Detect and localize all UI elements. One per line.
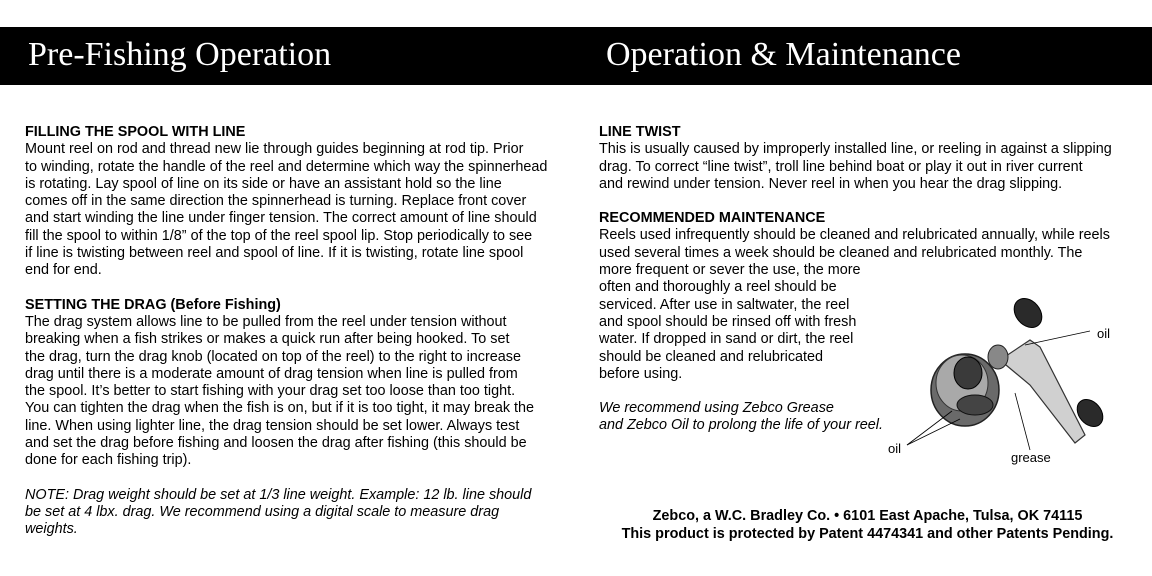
oil-bottom-label: oil [888,441,902,456]
drag-heading: SETTING THE DRAG (Before Fishing) [25,296,281,313]
right-page-title: Operation & Maintenance [606,36,961,73]
text-line: to winding, rotate the handle of the reel and determine which way the spinnerhead [25,158,548,175]
text-line: if line is twisting between reel and spool of line. If it is twisting, rotate line spool [25,245,524,262]
filling-paragraph [25,141,585,279]
text-line: You can tighten the drag when the fish is on, but if it is too tight, it may break the [25,400,535,417]
text-line: and spool should be rinsed off with fresh [599,313,857,330]
text-line: Mount reel on rod and thread new lie through guides beginning at rod tip. Prior [25,141,524,158]
text-line: serviced. After use in saltwater, the reel [599,296,850,313]
left-column [25,124,585,539]
text-line: and set the drag before fishing and loosen the drag after fishing (this should be [25,435,527,452]
text-line: Reels used infrequently should be cleaned and relubricated annually, while reels [599,227,1110,244]
oil-bottom-leader-2 [907,419,960,445]
text-line: done for each fishing trip). [25,452,192,469]
text-line: line. When using lighter line, the drag tension should be set lower. Always test [25,417,520,434]
text-line: more frequent or sever the use, the more [599,262,861,279]
text-line: weights. [25,521,78,538]
grease-leader [1015,393,1030,450]
maintenance-heading: RECOMMENDED MAINTENANCE [599,210,826,227]
drag-star [954,357,982,389]
text-line: drag. To correct “line twist”, troll line behind boat or play it out in river current [599,158,1083,175]
text-line: and rewind under tension. Never reel in when you hear the drag slipping. [599,175,1063,192]
text-line: used several times a week should be cleaned and relubricated monthly. The [599,244,1083,261]
text-line: The drag system allows line to be pulled from the reel under tension without [25,313,507,330]
gear-housing [957,395,993,415]
text-line: and Zebco Oil to prolong the life of your reel. [599,417,883,434]
left-page-title: Pre-Fishing Operation [28,36,332,73]
grease-label: grease [1011,450,1051,465]
text-line: the spool. It’s better to start fishing with your drag set too loose than too tight. [25,383,516,400]
oil-top-label: oil [1097,326,1111,341]
handle-hub [988,345,1008,369]
text-line: drag until there is a moderate amount of drag tension when line is pulled from [25,365,518,382]
text-line: the drag, turn the drag knob (located on top of the reel) to the right to increase [25,348,521,365]
oil-bottom-leader-1 [907,411,952,445]
text-line: This is usually caused by improperly installed line, or reeling in against a slipping [599,141,1112,158]
company-address: Zebco, a W.C. Bradley Co. • 6101 East Apache, Tulsa, OK 74115 [652,508,1083,524]
text-line: NOTE: Drag weight should be set at 1/3 line weight. Example: 12 lb. line should [25,486,532,503]
text-line: end for end. [25,262,102,279]
line-twist-heading: LINE TWIST [599,124,681,140]
text-line: and start winding the line under finger tension. The correct amount of line should [25,210,537,227]
text-line: water. If dropped in sand or dirt, the reel [599,331,854,348]
text-line: should be cleaned and relubricated [599,348,824,365]
text-line: breaking when a fish strikes or makes a quick run after being hooked. To set [25,331,510,348]
drag-paragraph [25,314,585,470]
text-line: fill the spool to within 1/8” of the top of the reel spool lip. Stop periodically to see [25,227,533,244]
text-line: comes off in the same direction the spinnerhead is turning. Replace front cover [25,193,527,210]
text-line: before using. [599,365,683,382]
filling-heading: FILLING THE SPOOL WITH LINE [25,124,246,140]
line-twist-paragraph [599,141,1144,193]
patent-notice: This product is protected by Patent 4474341 and other Patents Pending. [621,526,1114,542]
text-line: often and thoroughly a reel should be [599,279,837,296]
drag-note [25,487,585,539]
reel-handle-arm [1000,340,1085,443]
text-line: is rotating. Lay spool of line on its side or have an assistant hold so the line [25,175,502,192]
top-knob [1009,293,1048,333]
reel-illustration [880,285,1130,470]
oil-top-leader [1025,331,1090,345]
text-line: be set at 4 lbx. drag. We recommend using a digital scale to measure drag [25,503,500,520]
text-line: We recommend using Zebco Grease [599,400,834,417]
